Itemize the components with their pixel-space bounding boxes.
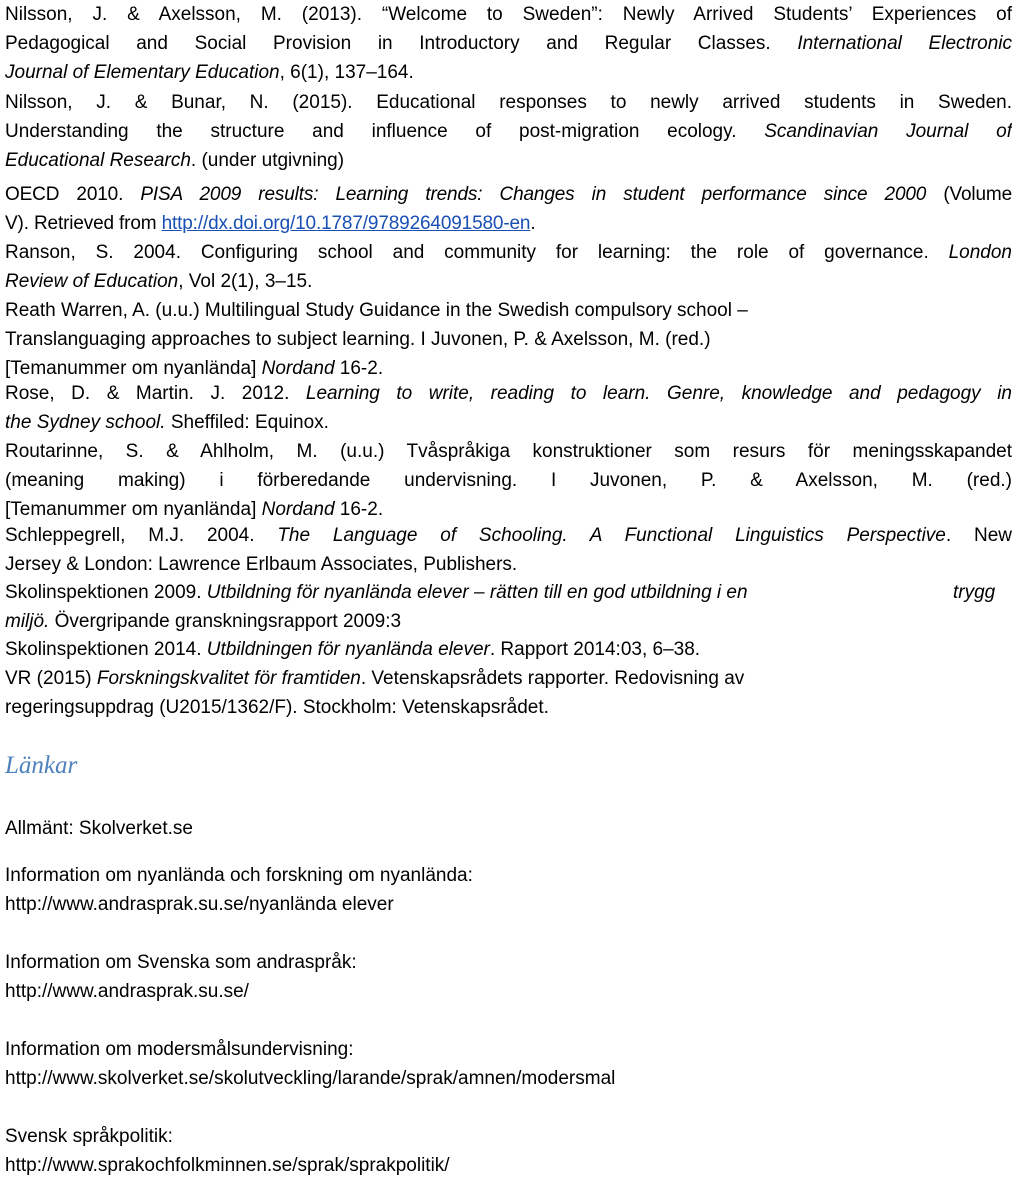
reference-text: . New [945,525,1012,546]
reference-text: Routarinne, S. & Ahlholm, M. (u.u.) Tvåspråkiga konstruktioner som resurs för meningsskapandet [5,441,1012,462]
reference-text: , 6(1), 137–164. [279,62,414,83]
reference-text: (meaning making) i förberedande undervisning. I Juvonen, P. & Axelsson, M. (red.) [5,470,1012,491]
report-title: PISA 2009 results: Learning trends: Changes in student performance since 2000 [140,184,927,205]
reference-text: Translanguaging approaches to subject learning. I Juvonen, P. & Axelsson, M. (red.) [5,329,711,350]
reference-text: Sheffiled: Equinox. [165,412,329,433]
report-title: Utbildningen för nyanlända elever [206,639,490,660]
link-url[interactable]: http://www.andrasprak.su.se/nyanlända elever [5,894,394,915]
reference-text: Nilsson, J. & Axelsson, M. (2013). “Welcome to Sweden”: Newly Arrived Students’ Experiences of [5,4,1012,25]
reference-text: OECD 2010. [5,184,141,205]
link-label: Information om nyanlända och forskning om nyanlända: [5,865,473,886]
reference-text: VR (2015) [5,668,97,689]
journal-title: Nordand [261,499,335,520]
reference-text: . Vetenskapsrådets rapporter. Redovisning av [360,668,745,689]
journal-title: London [948,242,1012,263]
reference-text: Skolinspektionen 2014. [5,639,207,660]
reference-skolinspektionen-2014 [5,635,1012,664]
link-group-nyanlanda [5,861,473,919]
reference-reath-warren [5,296,1012,383]
report-title: Forskningskvalitet för framtiden [96,668,361,689]
reference-skolinspektionen-2009: Skolinspektionen 2009. Utbildning för nyanlända elever – rätten till en god utbildning i en trygg miljö. Övergripande granskningsrapport 2009:3 [5,582,996,632]
reference-text: Skolinspektionen 2009. [5,582,207,603]
journal-title: International Electronic [797,33,1012,54]
reference-ranson [5,238,1012,296]
reference-nilsson-axelsson [5,0,1012,87]
book-title: The Language of Schooling. A Functional Linguistics Perspective [277,525,946,546]
link-label: Svensk språkpolitik: [5,1126,173,1147]
link-label: Information om Svenska som andraspråk: [5,952,357,973]
reference-text: (Volume [926,184,1012,205]
reference-text: Nilsson, J. & Bunar, N. (2015). Educational responses to newly arrived students in Sweden. [5,92,1012,113]
link-url[interactable]: http://www.skolverket.se/skolutveckling/larande/sprak/amnen/modersmal [5,1068,616,1089]
link-label: Information om modersmålsundervisning: [5,1039,354,1060]
book-title: Learning to write, reading to learn. Genre, knowledge and pedagogy in [305,383,1012,404]
reference-rose-martin [5,379,1012,437]
reference-text: . [530,213,536,234]
reference-text: regeringsuppdrag (U2015/1362/F). Stockholm: Vetenskapsrådet. [5,697,549,718]
reference-nilsson-bunar [5,88,1012,175]
reference-text: . (under utgivning) [190,150,345,171]
reference-text: Understanding the structure and influence of post-migration ecology. [5,121,765,142]
reference-schleppegrell [5,521,1012,579]
reference-text: Övergripande granskningsrapport 2009:3 [49,611,402,632]
journal-title: Review of Education [5,271,179,292]
reference-routarinne-ahlholm [5,437,1012,524]
journal-title: Educational Research [5,150,191,171]
reference-text: 16-2. [334,358,384,379]
reference-text: Schleppegrell, M.J. 2004. [5,525,278,546]
report-title: Utbildning för nyanlända elever – rätten till en god utbildning i en [206,582,748,603]
link-group-svenska-andrasprak [5,948,357,1006]
doi-link[interactable]: http://dx.doi.org/10.1787/9789264091580-en [161,213,531,234]
link-url[interactable]: http://www.andrasprak.su.se/ [5,981,249,1002]
link-group-sprakpolitik [5,1122,450,1180]
reference-text: Jersey & London: Lawrence Erlbaum Associates, Publishers. [5,554,518,575]
links-heading: Länkar [5,752,78,779]
journal-title: Nordand [261,358,335,379]
link-group-modersmal [5,1035,615,1093]
report-title: miljö. [5,611,50,632]
reference-text: [Temanummer om nyanlända] [5,358,262,379]
reference-text: Ranson, S. 2004. Configuring school and community for learning: the role of governance. [5,242,949,263]
general-link-text: Allmänt: Skolverket.se [5,818,193,839]
reference-text: V). Retrieved from [5,213,162,234]
reference-oecd [5,180,1012,238]
reference-text: Pedagogical and Social Provision in Introductory and Regular Classes. [5,33,798,54]
reference-text: , Vol 2(1), 3–15. [178,271,313,292]
reference-text: [Temanummer om nyanlända] [5,499,262,520]
reference-text: Reath Warren, A. (u.u.) Multilingual Study Guidance in the Swedish compulsory school – [5,300,748,321]
reference-vr [5,664,1012,722]
journal-title: Journal of Elementary Education [5,62,280,83]
book-title: the Sydney school. [5,412,166,433]
reference-text: Rose, D. & Martin. J. 2012. [5,383,306,404]
reference-text: . Rapport 2014:03, 6–38. [489,639,701,660]
journal-title: Scandinavian Journal of [764,121,1012,142]
link-url[interactable]: http://www.sprakochfolkminnen.se/sprak/sprakpolitik/ [5,1155,450,1176]
reference-text: 16-2. [334,499,384,520]
general-link [5,814,193,843]
